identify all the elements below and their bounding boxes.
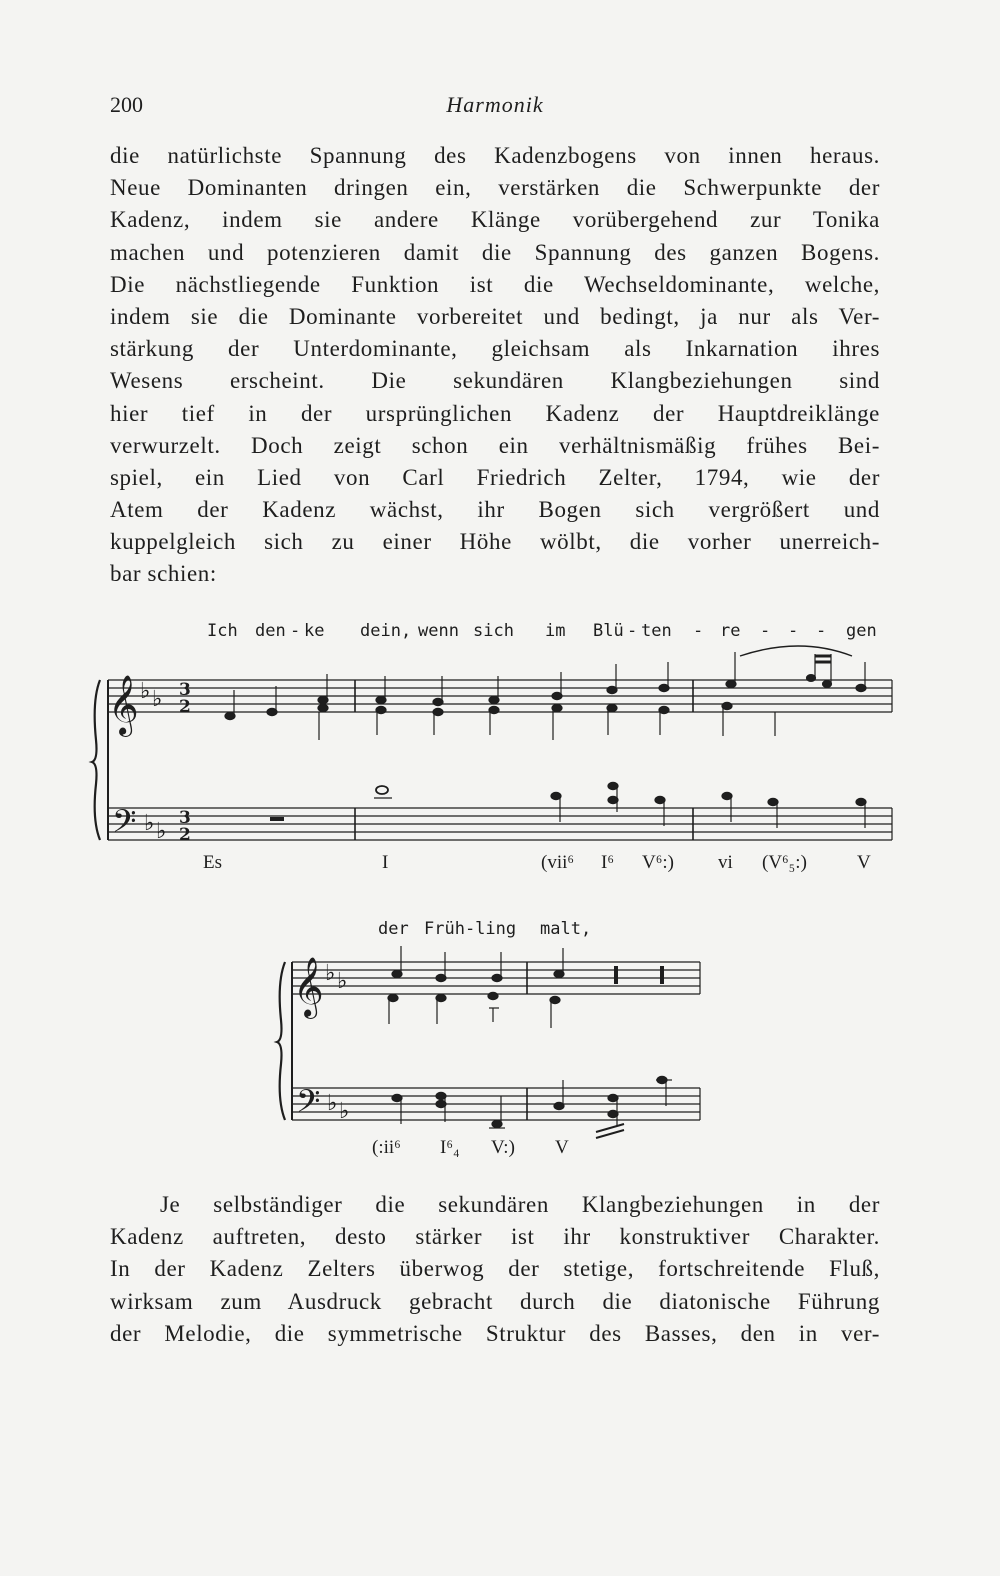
- analysis-symbol: I⁶₄: [440, 1137, 460, 1158]
- flat-icon: ♭: [327, 1091, 338, 1116]
- text-line: Wesens erscheint. Die sekundären Klangbeziehungen sind: [110, 368, 880, 394]
- analysis-symbol: vi: [718, 852, 733, 873]
- text-line: Kadenz, indem sie andere Klänge vorübergehend zur Tonika: [110, 207, 880, 233]
- page-number: 200: [110, 92, 143, 117]
- analysis-symbol: V:): [491, 1137, 515, 1158]
- flat-icon: ♭: [339, 1099, 350, 1124]
- flat-icon: ♭: [337, 969, 348, 994]
- lyric: -: [760, 621, 771, 641]
- text-line: Die nächstliegende Funktion ist die Wechseldominante, welche,: [110, 271, 880, 297]
- text-line: spiel, ein Lied von Carl Friedrich Zelter, 1794, wie der: [110, 464, 880, 490]
- bass-staff: [292, 1088, 700, 1120]
- text-line: machen und potenzieren damit die Spannung des ganzen Bogens.: [110, 239, 880, 265]
- analysis-symbol: Es: [203, 852, 222, 873]
- analysis-symbol: (vii⁶: [541, 852, 575, 873]
- flat-icon: ♭: [144, 811, 155, 836]
- lyric: der: [378, 919, 409, 939]
- time-signature-numerator: 3: [179, 808, 191, 828]
- lyric: Früh-ling: [424, 919, 517, 939]
- lyric: gen: [846, 621, 877, 641]
- bass-notes: [270, 782, 866, 828]
- treble-clef-icon: 𝄞: [293, 957, 324, 1017]
- text-line: stärkung der Unterdominante, gleichsam als Inkarnation ihres: [110, 336, 880, 362]
- text-line: kuppelgleich sich zu einer Höhe wölbt, die vorher unerreich-: [110, 529, 880, 555]
- music-example-1: [92, 621, 892, 873]
- text-line: der Melodie, die symmetrische Struktur des Basses, den in ver-: [110, 1320, 880, 1346]
- text-line: Atem der Kadenz wächst, ihr Bogen sich vergrößert und: [110, 497, 880, 523]
- text-line: die natürlichste Spannung des Kadenzbogens von innen heraus.: [110, 143, 880, 168]
- lyric: Blü: [593, 621, 624, 641]
- bass-staff: [108, 808, 892, 840]
- analysis-symbol: I: [382, 852, 389, 873]
- lyric: -: [290, 621, 301, 641]
- text-line: Je selbständiger die sekundären Klangbeziehungen in der: [160, 1192, 880, 1217]
- flat-icon: ♭: [140, 679, 151, 704]
- text-line: In der Kadenz Zelters überwog der stetige, fortschreitende Fluß,: [110, 1256, 880, 1282]
- lyric: dein,: [360, 621, 412, 641]
- lyric: -: [816, 621, 827, 641]
- bass-notes: [392, 1076, 672, 1138]
- lyric: wenn: [418, 621, 459, 641]
- text-line: hier tief in der ursprünglichen Kadenz der Hauptdreiklänge: [110, 400, 880, 426]
- lyric: ke: [304, 621, 325, 641]
- time-signature-numerator: 3: [179, 680, 191, 700]
- text-line: indem sie die Dominante vorbereitet und bedingt, ja nur als Ver-: [110, 303, 880, 329]
- slur: [740, 646, 852, 656]
- treble-clef-icon: 𝄞: [108, 675, 139, 735]
- paragraph-2: [110, 1189, 880, 1350]
- bass-clef-icon: 𝄢: [112, 803, 137, 847]
- flat-icon: ♭: [156, 819, 167, 844]
- text-line: bar schien:: [110, 561, 217, 587]
- analysis-symbol: V: [555, 1137, 569, 1158]
- bass-clef-icon: 𝄢: [296, 1083, 321, 1127]
- text-line: verwurzelt. Doch zeigt schon ein verhältnismäßig frühes Bei-: [110, 432, 880, 458]
- treble-staff: [108, 680, 892, 712]
- lyric: den: [255, 621, 286, 641]
- text-line: wirksam zum Ausdruck gebracht durch die diatonische Führung: [110, 1288, 880, 1314]
- running-title: Harmonik: [446, 92, 544, 117]
- lyric: malt,: [540, 919, 592, 939]
- lyric: -: [627, 621, 638, 641]
- flat-icon: ♭: [325, 961, 336, 986]
- analysis-symbol: (:ii⁶: [372, 1137, 401, 1158]
- analysis-symbol: V: [857, 852, 871, 873]
- lyric: ten: [641, 621, 672, 641]
- text-line: Kadenz auftreten, desto stärker ist ihr konstruktiver Charakter.: [110, 1224, 880, 1250]
- music-example-2: [277, 919, 700, 1158]
- lyric: im: [545, 621, 566, 641]
- flat-icon: ♭: [152, 687, 163, 712]
- analysis-symbol: (V⁶₅:): [762, 852, 807, 873]
- lyric: Ich: [207, 621, 238, 641]
- analysis-symbol: I⁶: [601, 852, 614, 873]
- analysis-symbol: V⁶:): [642, 852, 674, 873]
- time-signature-denominator: 2: [179, 825, 191, 845]
- text-line: Neue Dominanten dringen ein, verstärken die Schwerpunkte der: [110, 175, 880, 201]
- lyric: sich: [473, 621, 514, 641]
- treble-notes: [388, 946, 664, 1028]
- lyric: -: [788, 621, 799, 641]
- time-signature-denominator: 2: [179, 697, 191, 717]
- lyric: re: [720, 621, 741, 641]
- lyric: -: [693, 621, 704, 641]
